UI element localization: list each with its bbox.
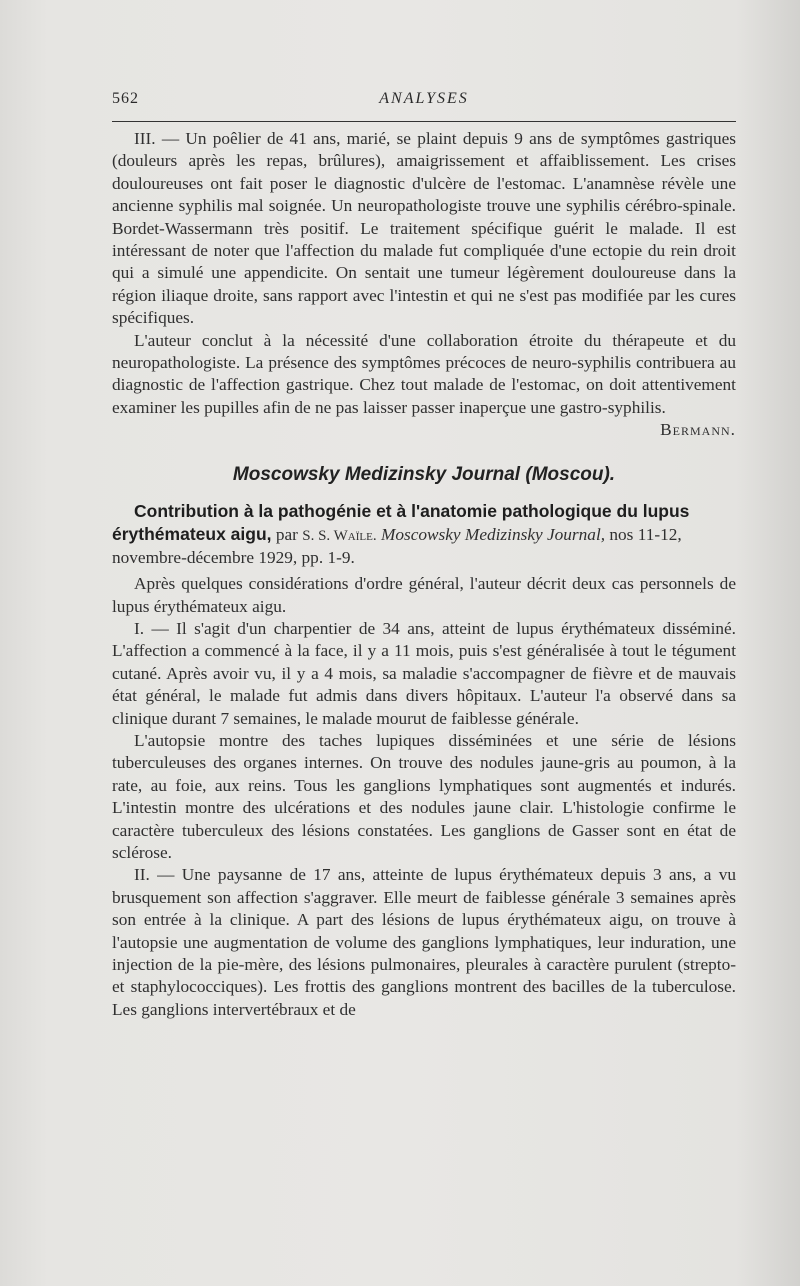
article-author: S. S. Waïle. [302, 528, 377, 545]
autopsy-paragraph: L'autopsie montre des taches lupiques disséminées et une série de lésions tuberculeuses des organes internes. On trouve des nodules jaune-gris au poumon, à la rate, au foie, aux reins. Tous les ganglions lymphatiques sont augmentés et indurés. L'intestin montre des ulcérations et des nodules jaune clair. L'histologie confirme le caractère tuberculeux des lésions constatées. Les ganglions de Gasser sont en état de sclérose. [112, 730, 736, 862]
case-one-paragraph: I. — Il s'agit d'un charpentier de 34 ans, atteint de lupus érythémateux disséminé. L'affection a commencé à la face, il y a 11 mois, puis s'est généralisée à tout le tégument cutané. Après avoir vu, il y a 4 mois, sa maladie s'accompagner de fièvre et de mauvais état général, le malade fut admis dans divers hôpitaux. L'auteur l'a observé dans sa clinique durant 7 semaines, le malade mourut de faiblesse générale. [112, 618, 736, 728]
intro-paragraph: Après quelques considérations d'ordre général, l'auteur décrit deux cas personnels de lupus érythémateux aigu. [112, 574, 736, 616]
case-three-paragraph: III. — Un poêlier de 41 ans, marié, se plaint depuis 9 ans de symptômes gastriques (douleurs après les repas, brûlures), amaigrissement et affaiblissement. Les crises douloureuses ont fait poser le diagnostic d'ulcère de l'estomac. L'anamnèse révèle une ancienne syphilis mal soignée. Un neuropathologiste trouve une syphilis cérébro-spinale. Bordet-Wassermann très positif. Le traitement spécifique guérit le malade. Il est intéressant de noter que l'affection du malade fut compliquée d'une ectopie du rein droit qui a simulé une appendicite. On sentait une tumeur légèrement douloureuse dans la région iliaque droite, sans rapport avec l'intestin et qui ne s'est pas modifiée par les cures spécifiques. [112, 129, 736, 328]
conclusion-paragraph: L'auteur conclut à la nécessité d'une collaboration étroite du thérapeute et du neuropathologiste. La présence des symptômes précoces de neuro-syphilis contribuera au diagnostic de l'affection gastrique. Chez tout malade de l'estomac, on doit attentivement examiner les pupilles afin de ne pas laisser passer inaperçue une gastro-syphilis. [112, 330, 736, 417]
journal-title: Moscowsky Medizinsky Journal (Moscou). [232, 463, 616, 485]
article-by: par [275, 525, 298, 545]
article-journal: Moscowsky Medizinsky Journal, [380, 525, 606, 545]
running-title: ANALYSES [379, 90, 469, 107]
article-citation [112, 500, 736, 569]
page-number: 562 [112, 90, 139, 107]
header-rule [112, 121, 736, 122]
running-header [112, 90, 736, 114]
article-title: Contribution à la pathogénie et à l'anatomie pathologique du lupus érythémateux aigu, [112, 501, 690, 545]
page-body [112, 128, 736, 1021]
case-two-paragraph: II. — Une paysanne de 17 ans, atteinte de lupus érythémateux depuis 3 ans, a vu brusquement son affection s'aggraver. Elle meurt de faiblesse générale 3 semaines après son entrée à la clinique. A part des lésions de lupus érythémateux aigu, on trouve à l'autopsie une augmentation de volume des ganglions lymphatiques, leur induration, une injection de la pie-mère, des lésions pulmonaires, pleurales à caractère purulent (strepto- et staphylococciques). Les frottis des ganglions montrent des bacilles de la tuberculose. Les ganglions intervertébraux et de [112, 865, 736, 1019]
signature-bermann: Bermann. [660, 420, 736, 440]
article-issue: nos 11-12, novembre-décembre 1929, pp. 1-9. [112, 525, 682, 568]
